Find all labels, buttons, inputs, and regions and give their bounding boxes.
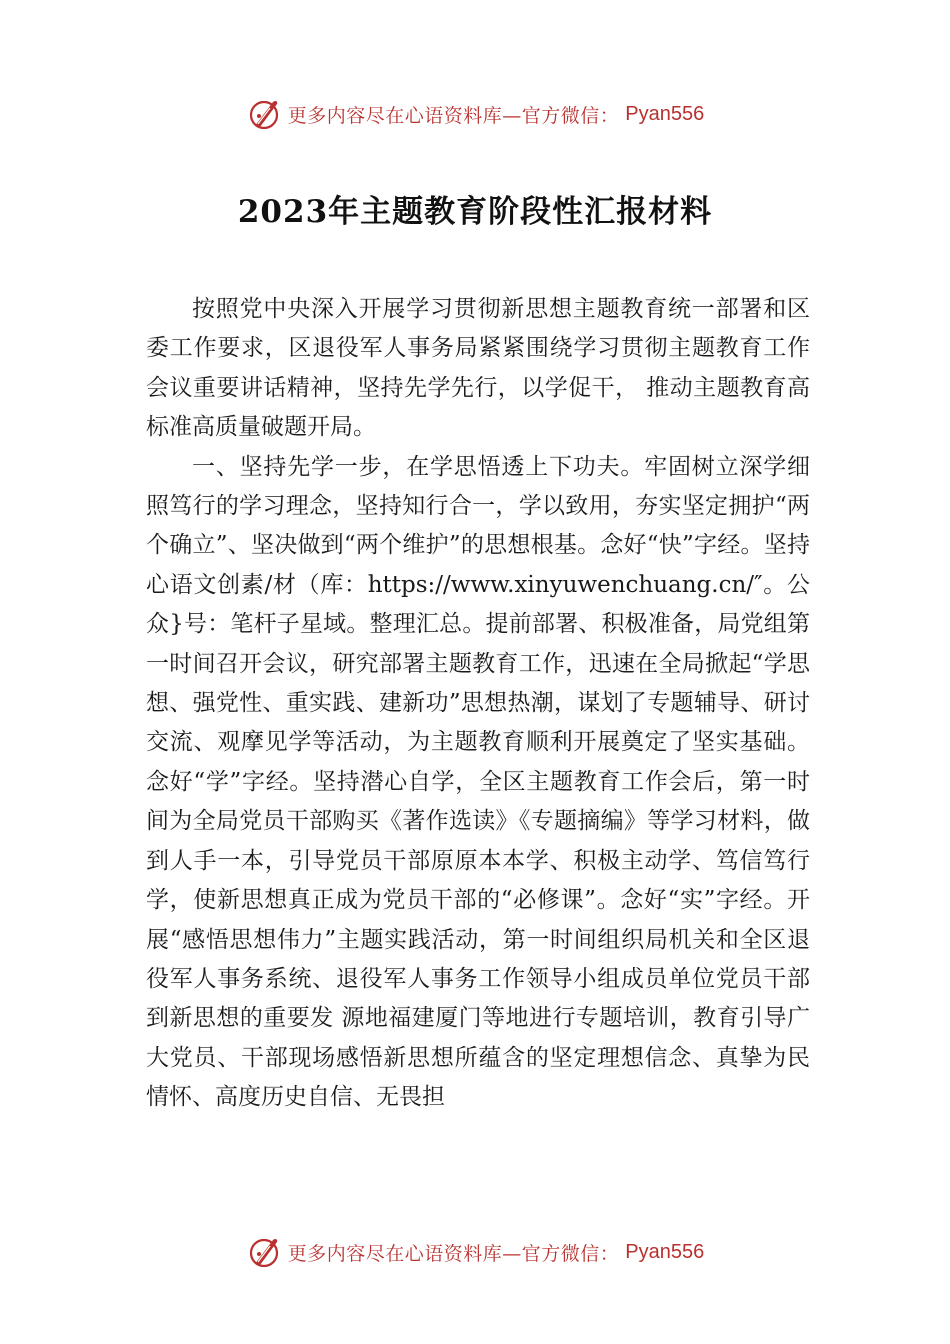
header-banner bbox=[0, 94, 950, 134]
header-wechat-id: Pyan556 bbox=[625, 102, 705, 125]
footer-banner bbox=[0, 1232, 950, 1272]
document-body bbox=[146, 290, 810, 1118]
quill-pen-logo-icon bbox=[246, 96, 282, 132]
paragraph: 按照党中央深入开展学习贯彻新思想主题教育统一部署和区委工作要求，区退役军人事务局紧紧围绕学习贯彻主题教育工作会议重要讲话精神，坚持先学先行，以学促干， 推动主题教育高标准高质量破题开局。 bbox=[146, 296, 810, 441]
paragraph: 一、坚持先学一步，在学思悟透上下功夫。牢固树立深学细照笃行的学习理念，坚持知行合一，学以致用，夯实坚定拥护“两个确立”、坚决做到“两个维护”的思想根基。念好“快”字经。坚持心语文创素/材（库：https://www.xinyuwenchuang.cn/″。公众}号：笔杆子星域。整理汇总。提前部署、积极准备，局党组第一时间召开会议，研究部署主题教育工作，迅速在全局掀起“学思想、强党性、重实践、建新功”思想热潮，谋划了专题辅导、研讨交流、观摩见学等活动，为主题教育顺利开展奠定了坚实基础。念好“学”字经。坚持潜心自学，全区主题教育工作会后，第一时间为全局党员干部购买《著作选读》《专题摘编》等学习材料，做到人手一本，引导党员干部原原本本学、积极主动学、笃信笃行学，使新思想真正成为党员干部的“必修课”。念好“实”字经。开展“感悟思想伟力”主题实践活动，第一时间组织局机关和全区退役军人事务系统、退役军人事务工作领导小组成员单位党员干部到新思想的重要发 源地福建厦门等地进行专题培训，教育引导广大党员、干部现场感悟新思想所蕴含的坚定理想信念、真挚为民情怀、高度历史自信、无畏担 bbox=[146, 453, 810, 1111]
footer-banner-text: 更多内容尽在心语资料库—官方微信： bbox=[287, 1242, 620, 1265]
footer-wechat-id: Pyan556 bbox=[625, 1240, 705, 1263]
document-title: 2023年主题教育阶段性汇报材料 bbox=[237, 194, 713, 230]
header-banner-text: 更多内容尽在心语资料库—官方微信： bbox=[287, 104, 620, 127]
quill-pen-logo-icon bbox=[246, 1234, 282, 1270]
